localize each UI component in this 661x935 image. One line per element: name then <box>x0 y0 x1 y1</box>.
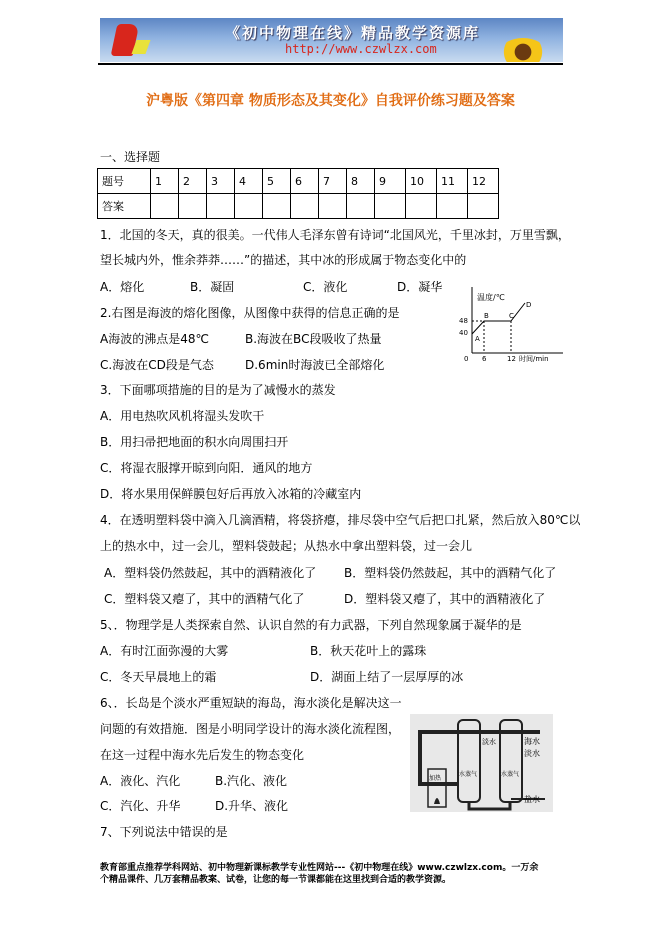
question-3-text: 3．下面哪项措施的目的是为了减慢水的蒸发 <box>100 383 336 397</box>
answer-cell <box>207 194 235 219</box>
question-1-text: 望长城内外，惟余莽莽……”的描述，其中冰的形成属于物态变化中的 <box>100 253 467 267</box>
sunflower-icon <box>500 38 546 62</box>
option-b: B．用扫帚把地面的积水向周围扫开 <box>100 435 289 449</box>
option-c: C．塑料袋又瘪了，其中的酒精气化了 <box>104 592 305 606</box>
footer-line: 教育部重点推荐学科网站、初中物理新课标教学专业性网站---《初中物理在线》www.czwlzx.com。一万余 <box>100 863 539 873</box>
x-axis-label: 时间/min <box>519 355 549 363</box>
table-cell: 11 <box>437 169 468 194</box>
option-d: D．凝华 <box>397 280 443 294</box>
answer-cell <box>375 194 406 219</box>
diagram-label: 盐水 <box>524 795 540 804</box>
table-cell: 6 <box>291 169 319 194</box>
question-6-text: 问题的有效措施．图是小明同学设计的海水淡化流程图， <box>100 722 401 736</box>
option-d: D.升华、液化 <box>215 799 289 813</box>
option-c: C．将湿衣服撑开晾到向阳．通风的地方 <box>100 461 313 475</box>
pipe <box>469 802 510 809</box>
page-title: 沪粤版《第四章 物质形态及其变化》自我评价练习题及答案 <box>146 93 515 109</box>
point-label: D <box>526 301 532 309</box>
table-row <box>98 169 499 194</box>
question-4-text: 上的热水中，过一会儿，塑料袋鼓起；从热水中拿出塑料袋，过一会儿 <box>100 539 473 553</box>
y-axis-label: 温度/℃ <box>477 293 505 302</box>
diagram-label: 淡水 <box>482 738 496 746</box>
answer-cell <box>468 194 499 219</box>
table-cell: 8 <box>347 169 375 194</box>
header-divider <box>98 63 563 65</box>
table-cell: 10 <box>406 169 437 194</box>
option-b: B.海波在BC段吸收了热量 <box>245 332 382 346</box>
question-2-text: 2.右图是海波的熔化图像，从图像中获得的信息正确的是 <box>100 306 400 320</box>
option-a: A．熔化 <box>100 280 145 294</box>
temperature-curve <box>472 303 525 334</box>
header-banner <box>100 18 563 62</box>
diagram-label: 水蒸气 <box>459 771 478 778</box>
x-tick: 6 <box>482 355 487 363</box>
y-tick: 48 <box>459 317 468 325</box>
table-cell: 7 <box>319 169 347 194</box>
option-d: D．塑料袋又瘪了，其中的酒精液化了 <box>344 592 546 606</box>
table-row <box>98 194 499 219</box>
question-7-text: 7、下列说法中错误的是 <box>100 825 228 839</box>
table-cell: 2 <box>179 169 207 194</box>
y-tick: 0 <box>464 355 469 363</box>
option-a: A海波的沸点是48℃ <box>100 332 209 346</box>
answer-table <box>97 168 499 219</box>
table-cell: 5 <box>263 169 291 194</box>
option-a: A．塑料袋仍然鼓起，其中的酒精液化了 <box>104 566 317 580</box>
option-c: C．液化 <box>303 280 348 294</box>
table-cell: 1 <box>151 169 179 194</box>
option-a: A．用电热吹风机将湿头发吹干 <box>100 409 265 423</box>
option-b: B．凝固 <box>190 280 235 294</box>
section-heading: 一、选择题 <box>100 150 161 164</box>
option-c: C．冬天早晨地上的霜 <box>100 670 217 684</box>
banner-title: 《初中物理在线》精品教学资源库 <box>225 24 481 42</box>
banner-url[interactable]: http://www.czwlzx.com <box>285 42 437 56</box>
option-a: A．有时江面弥漫的大雾 <box>100 644 229 658</box>
table-cell: 答案 <box>98 194 151 219</box>
melting-graph <box>455 283 565 363</box>
question-6-text: 在这一过程中海水先后发生的物态变化 <box>100 748 305 762</box>
answer-cell <box>179 194 207 219</box>
diagram-label: 水蒸气 <box>501 771 520 778</box>
desalination-diagram <box>410 714 553 812</box>
question-4-text: 4．在透明塑料袋中滴入几滴酒精，将袋挤瘪，排尽袋中空气后把口扎紧，然后放入80℃以 <box>100 513 581 527</box>
answer-cell <box>291 194 319 219</box>
option-b: B．秋天花叶上的露珠 <box>310 644 427 658</box>
point-label: C <box>509 312 514 320</box>
answer-cell <box>319 194 347 219</box>
table-cell: 12 <box>468 169 499 194</box>
option-a: A．液化、汽化 <box>100 774 181 788</box>
option-c: C.海波在CD段是气态 <box>100 358 214 372</box>
option-b: B．塑料袋仍然鼓起，其中的酒精气化了 <box>344 566 557 580</box>
table-cell: 题号 <box>98 169 151 194</box>
answer-cell <box>437 194 468 219</box>
table-cell: 3 <box>207 169 235 194</box>
diagram-label: 淡水 <box>524 749 540 758</box>
question-6-text: 6、．长岛是个淡水严重短缺的海岛，海水淡化是解决这一 <box>100 696 402 710</box>
question-5-text: 5、．物理学是人类探索自然、认识自然的有力武器，下列自然现象属于凝华的是 <box>100 618 522 632</box>
footer <box>100 862 538 886</box>
table-cell: 9 <box>375 169 406 194</box>
option-d: D．将水果用保鲜膜包好后再放入冰箱的冷藏室内 <box>100 487 362 501</box>
point-label: A <box>475 335 480 343</box>
diagram-label: 海水 <box>524 737 540 746</box>
option-c: C．汽化、升华 <box>100 799 181 813</box>
point-label: B <box>484 312 489 320</box>
answer-cell <box>235 194 263 219</box>
footer-line: 个精品课件、几万套精品教案、试卷，让您的每一节课都能在这里找到合适的教学资源。 <box>100 875 452 885</box>
option-d: D.6min时海波已全部熔化 <box>245 358 385 372</box>
answer-cell <box>406 194 437 219</box>
diagram-label: 加热 <box>429 775 442 782</box>
flame-icon <box>434 798 440 804</box>
option-b: B.汽化、液化 <box>215 774 288 788</box>
table-cell: 4 <box>235 169 263 194</box>
y-tick: 40 <box>459 329 468 337</box>
answer-cell <box>347 194 375 219</box>
option-d: D．湖面上结了一层厚厚的冰 <box>310 670 464 684</box>
answer-cell <box>151 194 179 219</box>
answer-cell <box>263 194 291 219</box>
x-tick: 12 <box>507 355 516 363</box>
question-1-text: 1．北国的冬天，真的很美。一代伟人毛泽东曾有诗词“北国风光，千里冰封，万里雪飘， <box>100 228 570 242</box>
